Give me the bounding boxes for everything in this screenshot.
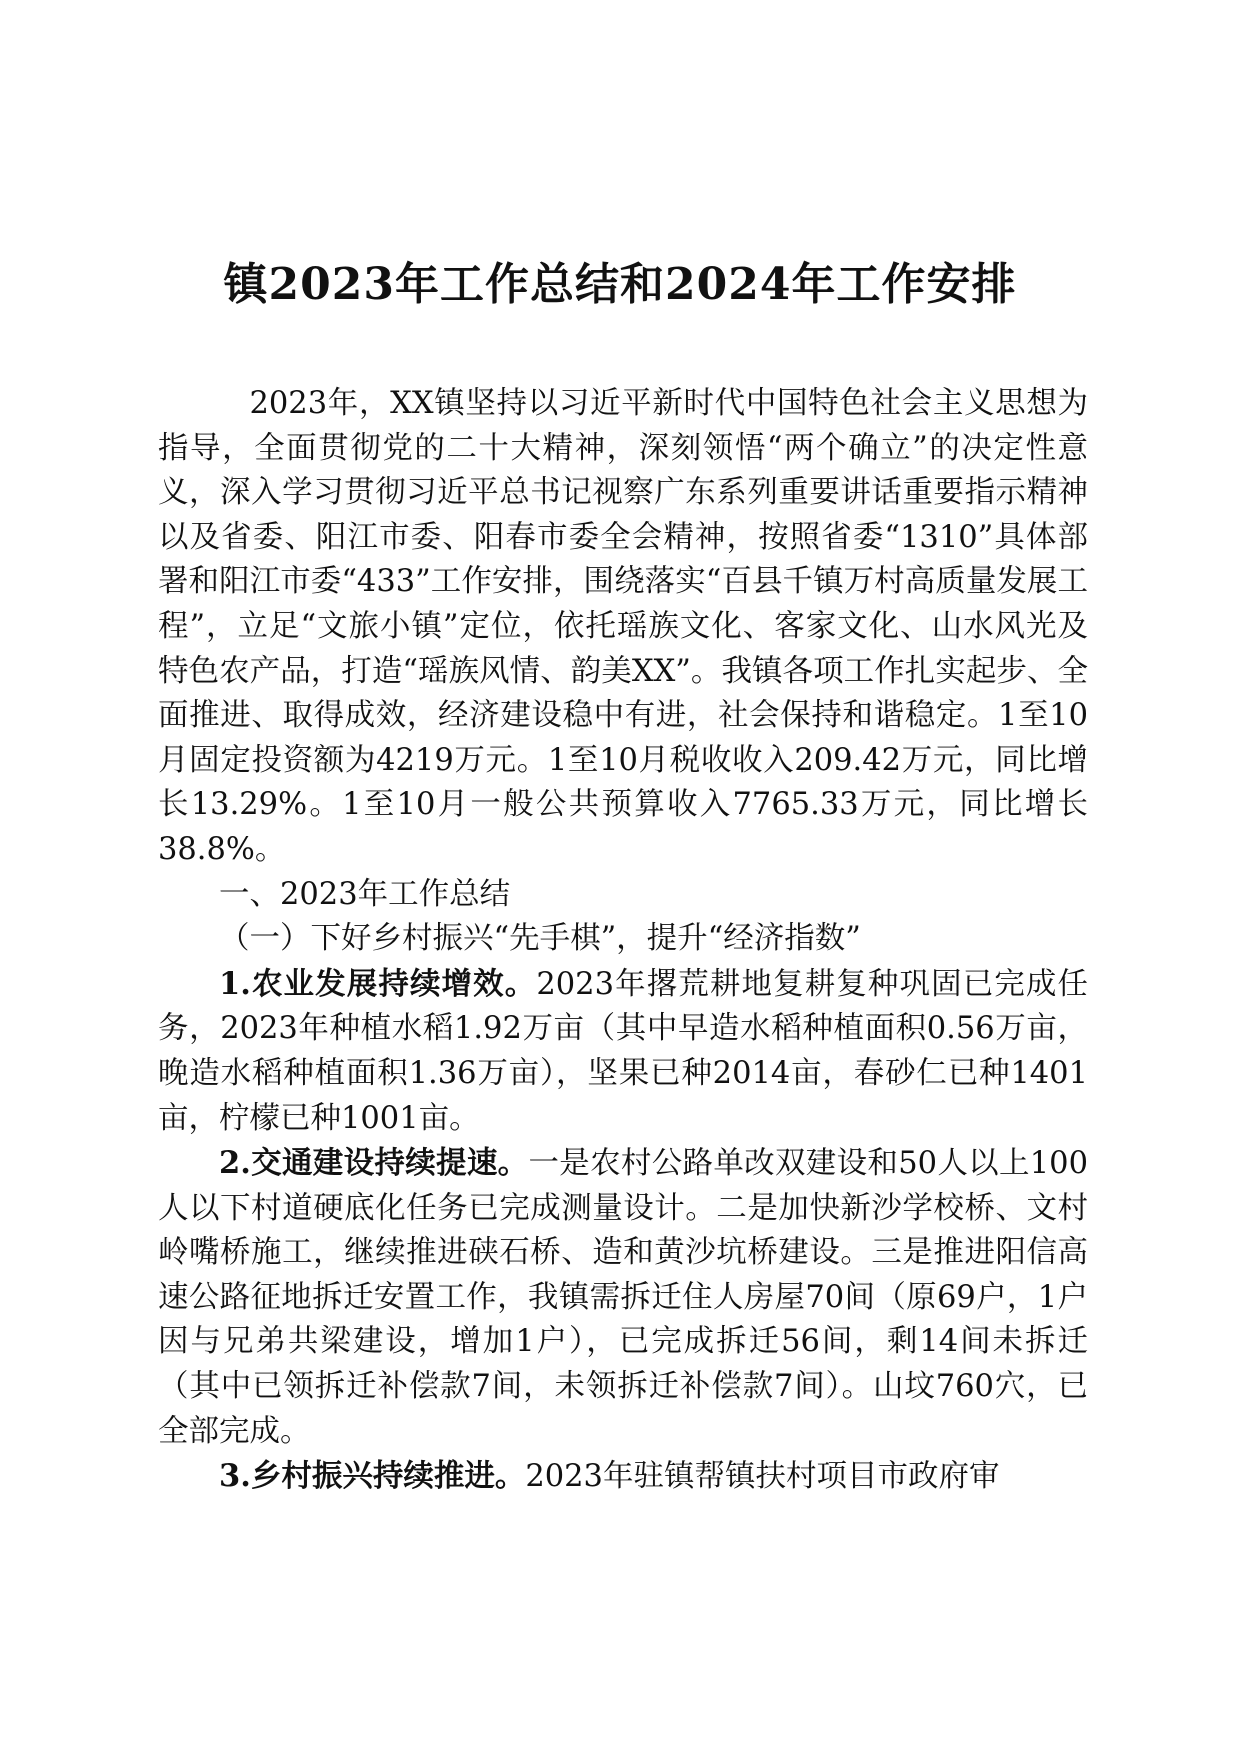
item-body-agriculture: 2023年撂荒耕地复耕复种巩固已完成任务，2023年种植水稻1.92万亩（其中早造水稻种植面积0.56万亩，晚造水稻种植面积1.36万亩），坚果已种2014亩，春砂仁已种1401亩，柠檬已种1001亩。 <box>158 966 1088 1136</box>
item-body-rural-revitalization: 2023年驻镇帮镇扶村项目市政府审 <box>525 1459 1000 1495</box>
item-paragraph-rural-revitalization <box>158 1454 1088 1500</box>
item-paragraph-transport <box>158 1141 1088 1454</box>
item-lead-rural-revitalization: 3.乡村振兴持续推进。 <box>219 1458 526 1495</box>
intro-paragraph: 2023年，XX镇坚持以习近平新时代中国特色社会主义思想为指导，全面贯彻党的二十大精神，深刻领悟“两个确立”的决定性意义，深入学习贯彻习近平总书记视察广东系列重要讲话重要指示精神以及省委、阳江市委、阳春市委全会精神，按照省委“1310”具体部署和阳江市委“433”工作安排，围绕落实“百县千镇万村高质量发展工程”，立足“文旅小镇”定位，依托瑶族文化、客家文化、山水风光及特色农产品，打造“瑶族风情、韵美XX”。我镇各项工作扎实起步、全面推进、取得成效，经济建设稳中有进，社会保持和谐稳定。1至10月固定投资额为4219万元。1至10月税收收入209.42万元，同比增长13.29%。1至10月一般公共预算收入7765.33万元，同比增长38.8%。 <box>158 386 1088 867</box>
item-lead-transport: 2.交通建设持续提速。 <box>219 1145 529 1182</box>
item-body-transport: 一是农村公路单改双建设和50人以上100人以下村道硬底化任务已完成测量设计。二是加快新沙学校桥、文村岭嘴桥施工，继续推进硖石桥、造和黄沙坑桥建设。三是推进阳信高速公路征地拆迁安置工作，我镇需拆迁住人房屋70间（原69户，1户因与兄弟共梁建设，增加1户），已完成拆迁56间，剩14间未拆迁（其中已领拆迁补偿款7间，未领拆迁补偿款7间）。山坟760穴，已全部完成。 <box>158 1146 1088 1449</box>
item-paragraph-agriculture <box>158 962 1088 1141</box>
document-title: 镇2023年工作总结和2024年工作安排 <box>223 259 1017 310</box>
item-lead-agriculture: 1.农业发展持续增效。 <box>219 965 537 1002</box>
section-heading: 一、2023年工作总结 <box>219 876 511 912</box>
document-body <box>158 382 1088 1500</box>
subsection-heading: （一）下好乡村振兴“先手棋”，提升“经济指数” <box>219 921 861 957</box>
